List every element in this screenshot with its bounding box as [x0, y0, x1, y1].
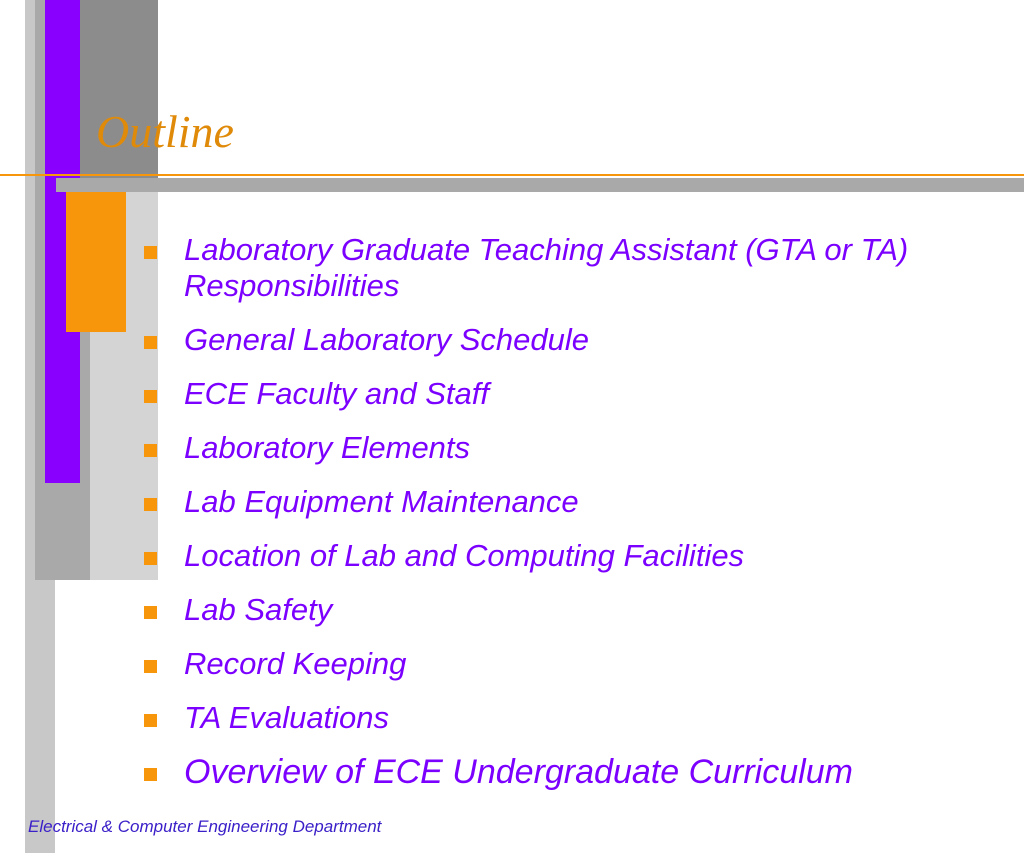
list-item: [140, 700, 1000, 736]
square-bullet-icon: [144, 498, 157, 511]
list-item-text: Record Keeping: [184, 646, 407, 681]
list-item: [140, 484, 1000, 520]
square-bullet-icon: [144, 606, 157, 619]
square-bullet-icon: [144, 552, 157, 565]
list-item-text: Lab Safety: [184, 592, 333, 627]
square-bullet-icon: [144, 336, 157, 349]
bullet-list: [140, 232, 1000, 808]
list-item-text: TA Evaluations: [184, 700, 390, 735]
list-item: [140, 754, 1000, 790]
list-item-text: Laboratory Elements: [184, 430, 471, 465]
square-bullet-icon: [144, 444, 157, 457]
list-item-text: General Laboratory Schedule: [184, 322, 589, 357]
square-bullet-icon: [144, 246, 157, 259]
list-item-text: Overview of ECE Undergraduate Curriculum: [184, 753, 853, 791]
list-item: [140, 592, 1000, 628]
list-item: [140, 538, 1000, 574]
square-bullet-icon: [144, 660, 157, 673]
square-bullet-icon: [144, 714, 157, 727]
slide-title: Outline: [96, 106, 234, 157]
list-item: [140, 376, 1000, 412]
square-bullet-icon: [144, 768, 157, 781]
square-bullet-icon: [144, 390, 157, 403]
title-underline-orange: [0, 174, 1024, 176]
list-item-text: Laboratory Graduate Teaching Assistant (GTA or TA) Responsibilities: [184, 232, 909, 303]
list-item-text: Lab Equipment Maintenance: [184, 484, 579, 519]
list-item: [140, 646, 1000, 682]
list-item: [140, 322, 1000, 358]
decor-bar-orange: [66, 190, 126, 332]
footer-department: Electrical & Computer Engineering Department: [28, 817, 382, 836]
list-item-text: ECE Faculty and Staff: [184, 376, 489, 411]
list-item: [140, 430, 1000, 466]
list-item: [140, 232, 1000, 304]
title-underline-gray: [56, 178, 1024, 192]
list-item-text: Location of Lab and Computing Facilities: [184, 538, 745, 573]
